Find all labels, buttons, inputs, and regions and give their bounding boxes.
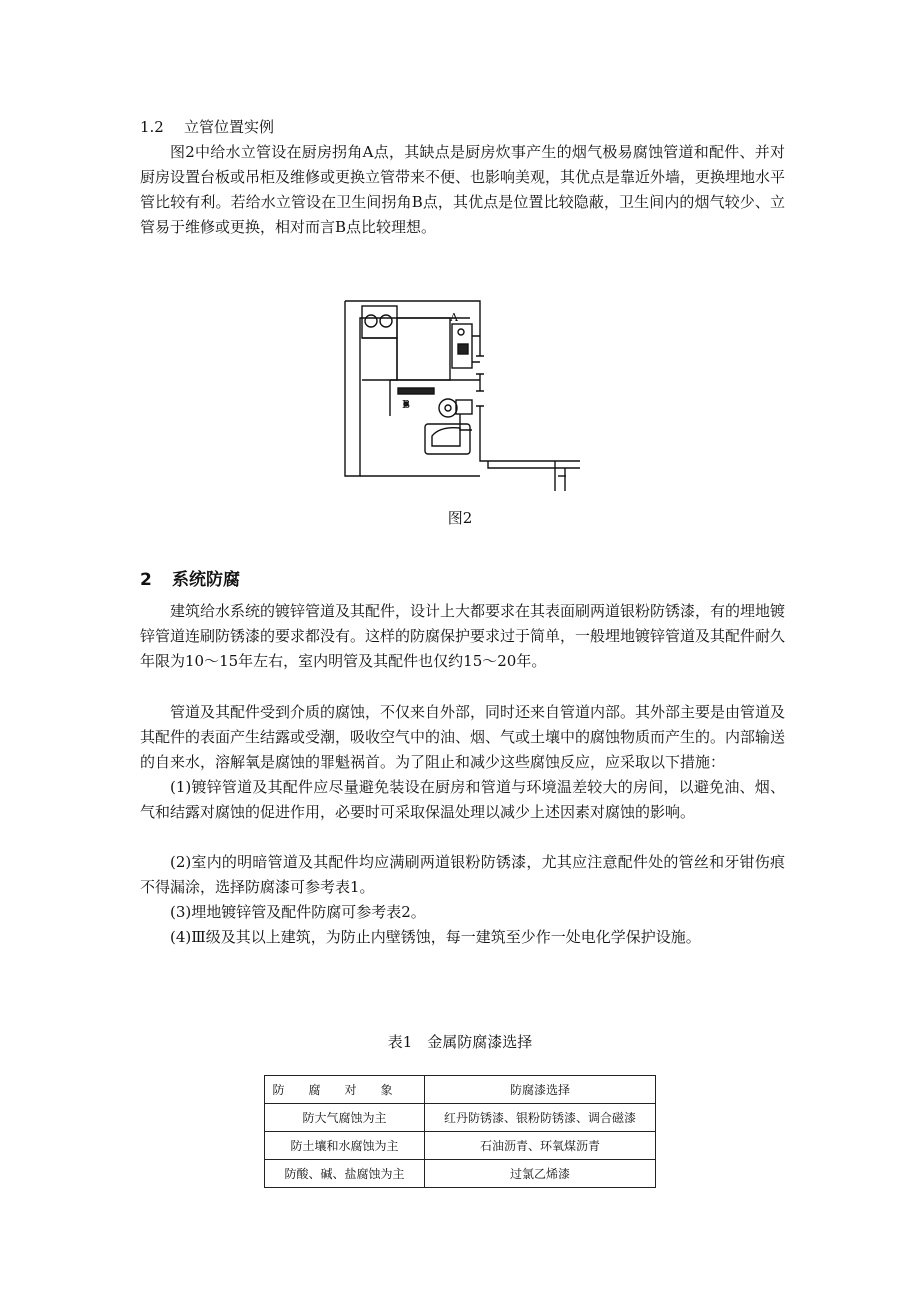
paragraph-galvanized-pipe: 建筑给水系统的镀锌管道及其配件，设计上大都要求在其表面刷两道银粉防锈漆，有的埋地镀锌管道连刷防锈漆的要求都没有。这样的防腐保护要求过于简单，一般埋地镀锌管道及其配件耐久年限为10～15年左右，室内明管及其配件也仅约15～20年。 <box>140 602 786 670</box>
section-heading-1-2 <box>140 116 274 137</box>
paragraph-corrosion-sources: 管道及其配件受到介质的腐蚀，不仅来自外部，同时还来自管道内部。其外部主要是由管道及其配件的表面产生结露或受潮，吸收空气中的油、烟、气或土壤中的腐蚀物质而产生的。内部输送的自来水，溶解氧是腐蚀的罪魁祸首。为了阻止和减少这些腐蚀反应，应采取以下措施： <box>140 703 786 771</box>
label-a: A <box>450 311 458 324</box>
section-title: 立管位置实例 <box>184 118 275 136</box>
measure-item-3: (3)埋地镀锌管及配件防腐可参考表2。 <box>170 903 426 921</box>
measure-item-1: (1)镀锌管道及其配件应尽量避免装设在厨房和管道与环境温差较大的房间，以避免油、烟、气和结露对腐蚀的促进作用，必要时可采取保温处理以减少上述因素对腐蚀的影响。 <box>140 778 785 821</box>
label-b: B <box>402 398 411 411</box>
table-cell: 防土壤和水腐蚀为主 <box>265 1132 425 1160</box>
section-title: 系统防腐 <box>172 570 240 590</box>
measure-item-2: (2)室内的明暗管道及其配件均应满刷两道银粉防锈漆，尤其应注意配件处的管丝和牙钳伤痕不得漏涂，选择防腐漆可参考表1。 <box>140 853 785 896</box>
figure-caption: 图2 <box>447 509 473 527</box>
table-header-row <box>265 1076 656 1104</box>
table-cell: 过氯乙烯漆 <box>425 1160 656 1188</box>
header-cell-object: 防腐对象 <box>265 1076 425 1104</box>
section-number: 1.2 <box>140 118 164 136</box>
measure-item-4: (4)Ⅲ级及其以上建筑，为防止内壁锈蚀，每一建筑至少作一处电化学保护设施。 <box>170 928 701 946</box>
anticorrosion-table <box>264 1075 656 1188</box>
table-row <box>265 1132 656 1160</box>
table-row <box>265 1104 656 1132</box>
floor-plan-figure <box>340 296 580 496</box>
table-row <box>265 1160 656 1188</box>
section-number: 2 <box>140 570 152 590</box>
header-cell-paint: 防腐漆选择 <box>425 1076 656 1104</box>
section-heading-2 <box>140 565 240 590</box>
paragraph-riser-location: 图2中给水立管设在厨房拐角A点，其缺点是厨房炊事产生的烟气极易腐蚀管道和配件、并对厨房设置台板或吊柜及维修或更换立管带来不便、也影响美观，其优点是靠近外墙，更换埋地水平管比较有利。若给水立管设在卫生间拐角B点，其优点是位置比较隐蔽，卫生间内的烟气较少、立管易于维修或更换，相对而言B点比较理想。 <box>140 143 786 236</box>
table-caption: 表1 金属防腐漆选择 <box>387 1033 533 1051</box>
table-cell: 防酸、碱、盐腐蚀为主 <box>265 1160 425 1188</box>
table-cell: 红丹防锈漆、银粉防锈漆、调合磁漆 <box>425 1104 656 1132</box>
table-cell: 石油沥青、环氧煤沥青 <box>425 1132 656 1160</box>
table-cell: 防大气腐蚀为主 <box>265 1104 425 1132</box>
